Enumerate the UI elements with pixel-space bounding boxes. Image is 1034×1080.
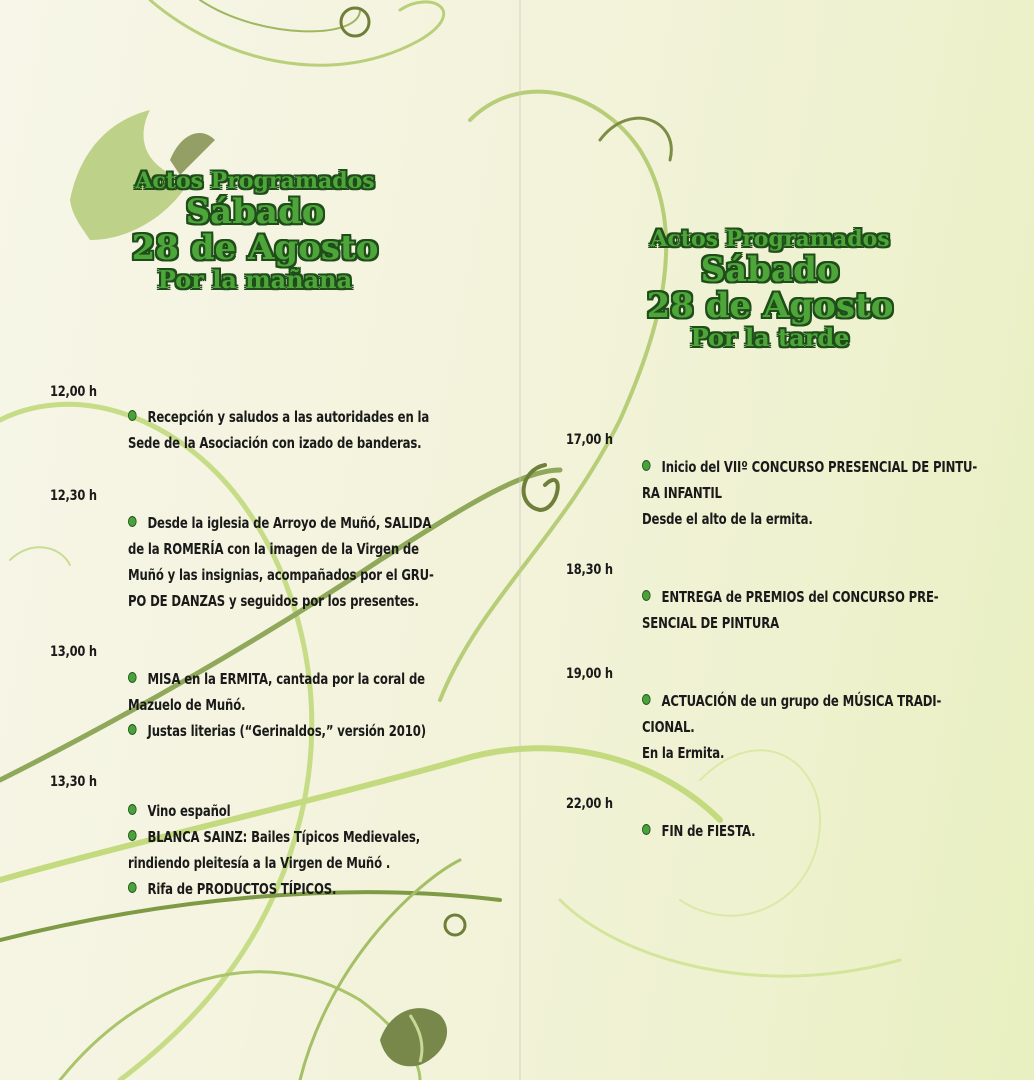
schedule-line: Vino español [128,798,420,824]
bullet-icon [128,804,137,815]
bullet-icon [128,410,137,421]
time-label: 13,30 h [50,774,97,790]
schedule-item [642,688,941,766]
schedule-line: ACTUACIÓN de un grupo de MÚSICA TRADI- [642,688,941,714]
schedule-line: Mazuelo de Muñó. [128,696,246,714]
schedule-item [642,818,755,844]
left-title-block [100,170,410,293]
schedule-item [642,584,938,636]
bullet-icon [128,724,137,735]
schedule-line: MISA en la ERMITA, cantada por la coral de [128,666,426,692]
page-fold-line [519,0,521,1080]
right-title-date: 28 de Agosto [646,286,894,327]
schedule-item [128,798,420,902]
schedule-line: de la ROMERÍA con la imagen de la Virgen de [128,540,419,558]
left-title-period: Por la mañana [157,265,353,295]
schedule-item [128,666,426,744]
time-label: 19,00 h [566,666,613,682]
right-title-period: Por la tarde [690,323,850,353]
schedule-line: Rifa de PRODUCTOS TÍPICOS. [128,876,420,902]
schedule-line: BLANCA SAINZ: Bailes Típicos Medievales, [128,824,420,850]
time-label: 17,00 h [566,432,613,448]
bullet-icon [642,694,651,705]
schedule-item [128,404,429,456]
schedule-line: ENTREGA de PREMIOS del CONCURSO PRE- [642,584,938,610]
schedule-item [642,454,977,532]
bullet-icon [128,830,137,841]
schedule-line: Sede de la Asociación con izado de banderas. [128,434,422,452]
bullet-icon [642,590,651,601]
bullet-icon [642,460,651,471]
time-label: 12,00 h [50,384,97,400]
schedule-line: Justas literias (“Gerinaldos,” versión 2010) [128,718,426,744]
schedule-line: Desde el alto de la ermita. [642,510,813,528]
schedule-line: PO DE DANZAS y seguidos por los presentes. [128,592,419,610]
schedule-item [128,510,434,614]
time-label: 13,00 h [50,644,97,660]
schedule-line: RA INFANTIL [642,484,722,502]
schedule-line: En la Ermita. [642,744,725,762]
schedule-line: Inicio del VIIº CONCURSO PRESENCIAL DE PINTU- [642,454,977,480]
bullet-icon [642,824,651,835]
bullet-icon [128,672,137,683]
schedule-line: rindiendo pleitesía a la Virgen de Muñó . [128,854,391,872]
schedule-line: CIONAL. [642,718,695,736]
left-title-date: 28 de Agosto [131,228,379,269]
bullet-icon [128,882,137,893]
left-title-day: Sábado [185,191,325,232]
bullet-icon [128,516,137,527]
right-title-day: Sábado [700,249,840,290]
time-label: 18,30 h [566,562,613,578]
schedule-line: Recepción y saludos a las autoridades en la [128,404,429,430]
right-title-block [612,228,928,351]
schedule-line: Desde la iglesia de Arroyo de Muñó, SALIDA [128,510,434,536]
schedule-line: FIN de FIESTA. [642,818,755,844]
schedule-line: SENCIAL DE PINTURA [642,614,779,632]
schedule-line: Muñó y las insignias, acompañados por el GRU- [128,566,434,584]
right-title-line1: Actos Programados [650,226,890,252]
left-title-line1: Actos Programados [135,168,375,194]
time-label: 22,00 h [566,796,613,812]
time-label: 12,30 h [50,488,97,504]
